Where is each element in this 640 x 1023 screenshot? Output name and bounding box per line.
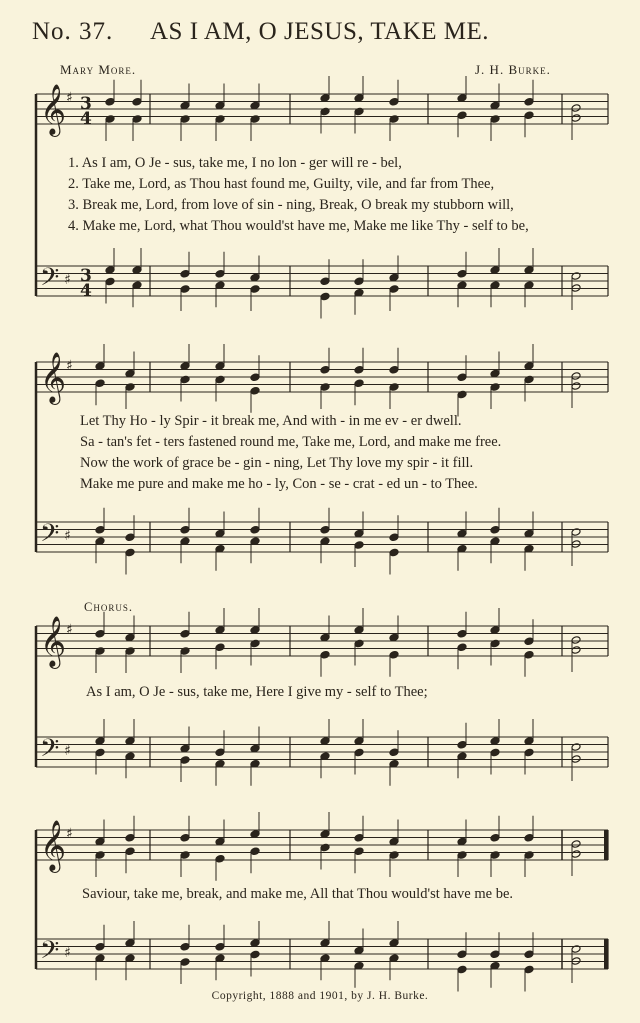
note-head <box>320 830 330 839</box>
key-sharp-icon: ♯ <box>64 743 71 759</box>
note-head <box>354 529 364 538</box>
note-head <box>95 737 105 746</box>
note-head <box>320 292 330 301</box>
note-head <box>354 847 364 856</box>
note-head <box>389 650 399 659</box>
chorus-label: Chorus. <box>84 600 133 614</box>
note-head <box>524 637 534 646</box>
note-head <box>180 629 190 638</box>
note-head <box>524 737 534 746</box>
note-head <box>250 525 260 534</box>
hymn-number: No. 37. <box>32 18 114 45</box>
note-head <box>571 840 581 849</box>
time-signature-bottom: 4 <box>80 109 92 129</box>
verse-2-line-1: 2. Take me, Lord, as Thou hast found me, Guilty, vile, and far from Thee, <box>68 176 495 192</box>
note-head <box>320 939 330 948</box>
verse-3-line-1: 3. Break me, Lord, from love of sin - ning, Break, O break my stubborn will, <box>68 197 514 213</box>
note-head <box>95 837 105 846</box>
lyricist-credit: Mary More. <box>60 62 137 77</box>
note-head <box>215 643 225 652</box>
note-head <box>215 529 225 538</box>
composer-credit: J. H. Burke. <box>475 62 551 77</box>
chorus-line-2: Saviour, take me, break, and make me, All that Thou would'st have me be. <box>82 886 514 902</box>
note-head <box>250 373 260 382</box>
verse-4-line-2: Make me pure and make me ho - ly, Con - se - crat - ed un - to Thee. <box>80 476 478 492</box>
note-head <box>490 626 500 635</box>
note-head <box>180 101 190 110</box>
note-head <box>524 266 534 275</box>
note-head <box>524 111 534 120</box>
note-head <box>320 365 330 374</box>
note-head <box>389 273 399 282</box>
note-head <box>354 748 364 757</box>
time-signature-top: 3 <box>80 94 92 114</box>
note-head <box>389 837 399 846</box>
note-head <box>490 950 500 959</box>
note-head <box>215 854 225 863</box>
key-sharp-icon: ♯ <box>66 826 73 842</box>
verse-3-line-2: Now the work of grace be - gin - ning, Let Thy love my spir - it fill. <box>80 455 474 471</box>
note-head <box>125 847 135 856</box>
key-sharp-icon: ♯ <box>64 945 71 961</box>
verse-2-line-2: Sa - tan's fet - ters fastened round me, Take me, Lord, and make me free. <box>80 434 502 450</box>
hymn-title: AS I AM, O JESUS, TAKE ME. <box>150 18 490 45</box>
note-head <box>180 525 190 534</box>
note-head <box>571 104 581 113</box>
note-head <box>125 939 135 948</box>
note-head <box>524 965 534 974</box>
bass-clef-icon: 𝄢 <box>40 936 60 971</box>
verse-4-line-1: 4. Make me, Lord, what Thou would'st have me, Make me like Thy - self to be, <box>68 218 529 234</box>
note-head <box>250 830 260 839</box>
final-barline <box>604 939 608 969</box>
note-head <box>95 748 105 757</box>
verse-1-line-2: Let Thy Ho - ly Spir - it break me, And with - in me ev - er dwell. <box>80 413 462 429</box>
key-sharp-icon: ♯ <box>64 272 71 288</box>
note-head <box>457 529 467 538</box>
note-head <box>354 946 364 955</box>
note-head <box>215 626 225 635</box>
note-head <box>105 277 115 286</box>
final-barline <box>604 830 608 860</box>
note-head <box>457 269 467 278</box>
note-head <box>354 277 364 286</box>
note-head <box>457 94 467 103</box>
note-head <box>389 285 399 294</box>
note-head <box>524 362 534 371</box>
note-head <box>215 269 225 278</box>
note-head <box>490 266 500 275</box>
note-head <box>320 525 330 534</box>
note-head <box>215 942 225 951</box>
note-head <box>524 833 534 842</box>
note-head <box>250 939 260 948</box>
treble-clef-icon: 𝄞 <box>40 352 67 403</box>
note-head <box>250 950 260 959</box>
note-head <box>95 629 105 638</box>
note-head <box>180 756 190 765</box>
note-head <box>354 365 364 374</box>
note-head <box>571 646 581 655</box>
note-head <box>389 548 399 557</box>
note-head <box>320 277 330 286</box>
note-head <box>457 965 467 974</box>
note-head <box>457 950 467 959</box>
note-head <box>490 101 500 110</box>
note-head <box>250 386 260 395</box>
note-head <box>250 626 260 635</box>
note-head <box>490 833 500 842</box>
note-head <box>250 847 260 856</box>
note-head <box>320 633 330 642</box>
note-head <box>571 372 581 381</box>
note-head <box>389 533 399 542</box>
note-head <box>215 748 225 757</box>
treble-clef-icon: 𝄞 <box>40 616 67 667</box>
treble-clef-icon: 𝄞 <box>40 84 67 135</box>
note-head <box>490 525 500 534</box>
note-head <box>571 636 581 645</box>
note-head <box>389 97 399 106</box>
note-head <box>457 629 467 638</box>
time-signature-top: 3 <box>80 266 92 286</box>
note-head <box>490 737 500 746</box>
note-head <box>571 382 581 391</box>
note-head <box>490 748 500 757</box>
note-head <box>389 748 399 757</box>
note-head <box>320 94 330 103</box>
note-head <box>125 533 135 542</box>
note-head <box>250 273 260 282</box>
note-head <box>125 833 135 842</box>
note-head <box>250 101 260 110</box>
bass-clef-icon: 𝄢 <box>40 734 60 769</box>
note-head <box>105 266 115 275</box>
bass-clef-icon: 𝄢 <box>40 263 60 298</box>
note-head <box>95 379 105 388</box>
bass-clef-icon: 𝄢 <box>40 519 60 554</box>
note-head <box>125 633 135 642</box>
note-head <box>95 942 105 951</box>
note-head <box>250 744 260 753</box>
treble-clef-icon: 𝄞 <box>40 820 67 871</box>
key-sharp-icon: ♯ <box>64 528 71 544</box>
note-head <box>354 94 364 103</box>
note-head <box>132 266 142 275</box>
note-head <box>125 369 135 378</box>
copyright-notice: Copyright, 1888 and 1901, by J. H. Burke. <box>211 990 429 1002</box>
note-head <box>524 97 534 106</box>
note-head <box>180 744 190 753</box>
key-sharp-icon: ♯ <box>66 622 73 638</box>
note-head <box>457 373 467 382</box>
verse-1-line-1: 1. As I am, O Je - sus, take me, I no lon - ger will re - bel, <box>68 155 402 171</box>
note-head <box>215 362 225 371</box>
note-head <box>180 362 190 371</box>
note-head <box>180 269 190 278</box>
note-head <box>457 837 467 846</box>
note-head <box>215 101 225 110</box>
note-head <box>457 740 467 749</box>
note-head <box>354 833 364 842</box>
note-head <box>524 950 534 959</box>
note-head <box>389 365 399 374</box>
note-head <box>354 379 364 388</box>
note-head <box>571 850 581 859</box>
chorus-line-1: As I am, O Je - sus, take me, Here I give my - self to Thee; <box>86 684 428 700</box>
note-head <box>457 111 467 120</box>
note-head <box>354 541 364 550</box>
note-head <box>524 748 534 757</box>
note-head <box>354 737 364 746</box>
note-head <box>105 97 115 106</box>
note-head <box>524 529 534 538</box>
note-head <box>490 369 500 378</box>
note-head <box>389 939 399 948</box>
note-head <box>125 737 135 746</box>
key-sharp-icon: ♯ <box>66 90 73 106</box>
note-head <box>250 285 260 294</box>
note-head <box>524 650 534 659</box>
note-head <box>215 837 225 846</box>
note-head <box>132 97 142 106</box>
note-head <box>457 643 467 652</box>
note-head <box>180 942 190 951</box>
note-head <box>180 833 190 842</box>
note-head <box>320 650 330 659</box>
time-signature-bottom: 4 <box>80 281 92 301</box>
note-head <box>125 548 135 557</box>
note-head <box>180 958 190 967</box>
note-head <box>180 285 190 294</box>
note-head <box>320 737 330 746</box>
note-head <box>571 114 581 123</box>
note-head <box>389 633 399 642</box>
note-head <box>354 626 364 635</box>
key-sharp-icon: ♯ <box>66 358 73 374</box>
note-head <box>95 525 105 534</box>
note-head <box>95 362 105 371</box>
